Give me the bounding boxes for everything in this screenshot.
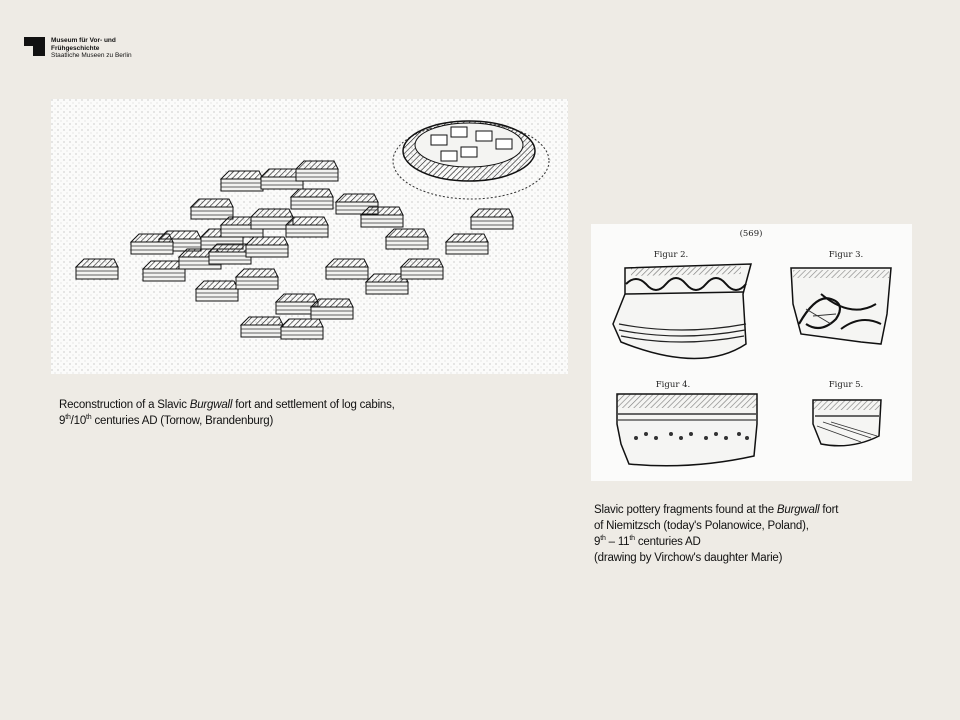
- log-cabin: [196, 281, 238, 301]
- log-cabin: [326, 259, 368, 279]
- fort-cabin: [476, 131, 492, 141]
- settlement-caption: [59, 397, 499, 429]
- caption2-text-c: centuries AD: [634, 536, 701, 548]
- fort-cabin: [431, 135, 447, 145]
- fort-cabin: [461, 147, 477, 157]
- figur2-label: Figur 2.: [653, 250, 689, 260]
- log-cabin: [291, 189, 333, 209]
- log-cabin: [296, 161, 338, 181]
- sherd-figur2: [613, 264, 751, 359]
- museum-logo-text: [51, 37, 132, 60]
- log-cabin: [241, 317, 283, 337]
- log-cabin: [286, 217, 328, 237]
- fort-cabin: [496, 139, 512, 149]
- logo-line2: Frühgeschichte: [51, 44, 100, 52]
- pottery-caption-line4: (drawing by Virchow's daughter Marie): [594, 552, 783, 564]
- log-cabin: [236, 269, 278, 289]
- caption2-num-b: – 11: [605, 536, 630, 548]
- caption1-text-b: fort and settlement of log cabins,: [232, 399, 395, 411]
- log-cabin: [386, 229, 428, 249]
- pottery-caption: [594, 502, 934, 566]
- log-cabin: [76, 259, 118, 279]
- log-cabin: [281, 319, 323, 339]
- log-cabin: [221, 171, 263, 191]
- settlement-caption-line2: [59, 413, 499, 429]
- page-number-label: (569): [739, 229, 763, 239]
- caption1-num-b: /10: [70, 415, 87, 427]
- figur3-label: Figur 3.: [828, 250, 864, 260]
- museum-logo: [24, 37, 132, 60]
- caption1-num-a: 9: [59, 415, 66, 427]
- pottery-caption-line1: [594, 502, 934, 518]
- log-cabin: [446, 234, 488, 254]
- settlement-caption-line1: [59, 397, 499, 413]
- caption2-num-a: 9: [594, 536, 601, 548]
- sherd-figur3: [791, 268, 891, 344]
- log-cabin: [361, 207, 403, 227]
- caption2-text-a: Slavic pottery fragments found at the: [594, 504, 777, 516]
- log-cabin: [131, 234, 173, 254]
- log-cabin: [191, 199, 233, 219]
- caption1-sup-b: th: [86, 414, 92, 422]
- pottery-caption-line2: of Niemitzsch (today's Polanowice, Poland),: [594, 520, 809, 532]
- pottery-drawing: [591, 224, 912, 481]
- logo-line1: Museum für Vor- und: [51, 37, 116, 44]
- museum-logo-icon: [24, 37, 45, 56]
- caption2-text-b: fort: [819, 504, 839, 516]
- sherd-figur4: [617, 394, 757, 466]
- settlement-drawing: [51, 99, 568, 374]
- fort-cabin: [451, 127, 467, 137]
- sherd-figur5: [813, 400, 881, 446]
- fort-cabin: [441, 151, 457, 161]
- caption1-text-a: Reconstruction of a Slavic: [59, 399, 190, 411]
- figur5-label: Figur 5.: [828, 380, 864, 390]
- caption2-sup-a: th: [600, 535, 606, 543]
- settlement-reconstruction-image: [51, 99, 568, 374]
- caption2-sup-b: th: [629, 535, 635, 543]
- log-cabin: [401, 259, 443, 279]
- caption2-italic-burgwall: Burgwall: [776, 504, 820, 516]
- caption1-text-c: centuries AD (Tornow, Brandenburg): [91, 415, 274, 427]
- caption1-sup-a: th: [65, 414, 71, 422]
- pottery-fragments-image: [591, 224, 912, 481]
- logo-line3: Staatliche Museen zu Berlin: [51, 52, 132, 59]
- pottery-caption-line3: [594, 534, 934, 550]
- figur4-label: Figur 4.: [655, 380, 691, 390]
- caption1-italic-burgwall: Burgwall: [189, 399, 233, 411]
- log-cabin: [209, 244, 251, 264]
- log-cabin: [246, 237, 288, 257]
- log-cabin: [311, 299, 353, 319]
- log-cabin: [471, 209, 513, 229]
